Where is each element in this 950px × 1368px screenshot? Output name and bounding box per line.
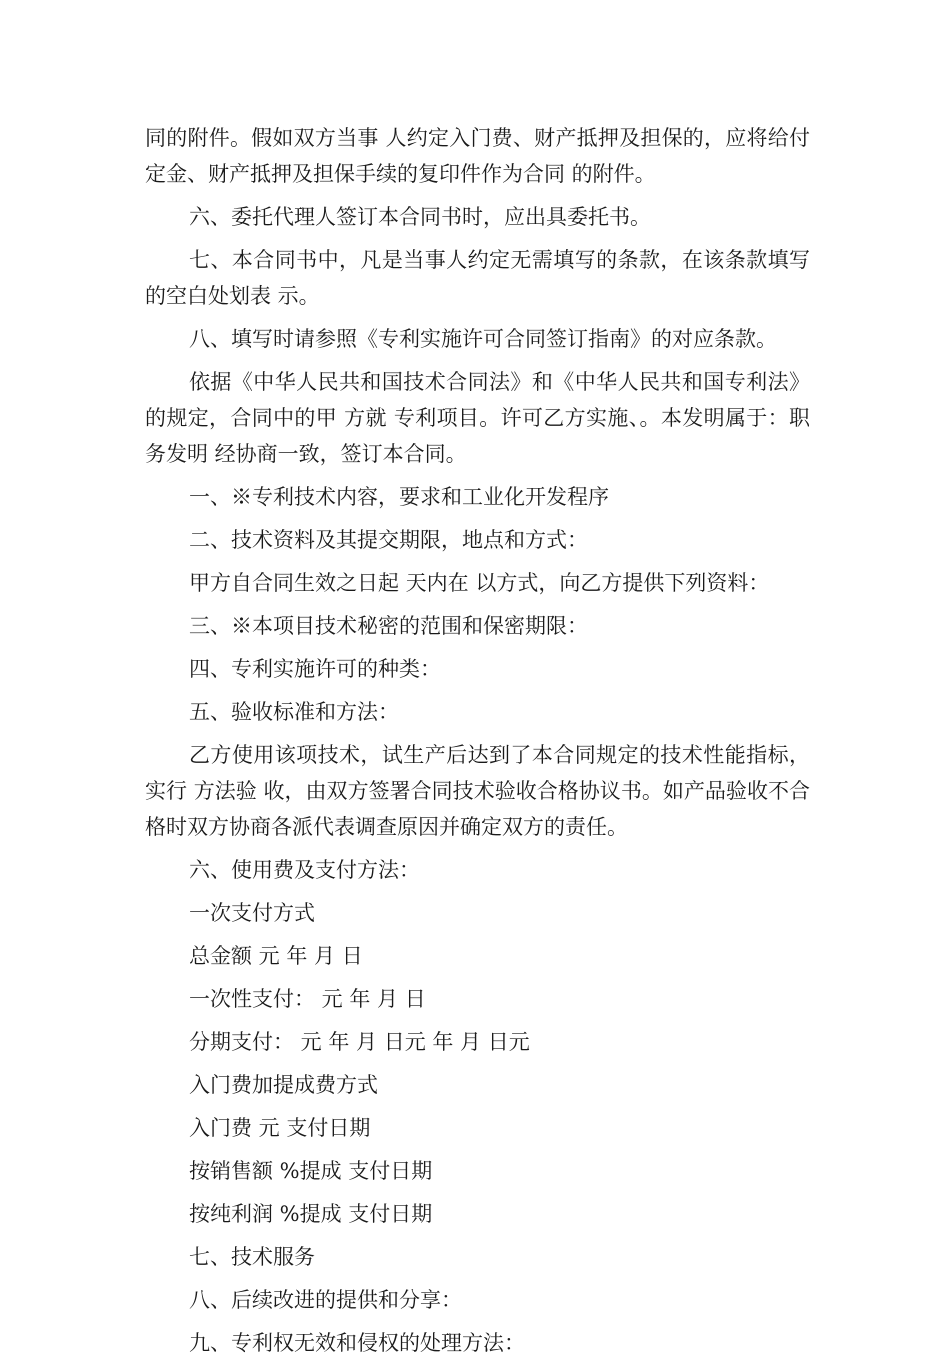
paragraph-1: 同的附件。假如双方当事 人约定入门费、财产抵押及担保的，应将给付定金、财产抵押及担保手续的复印件作为合同 的附件。 xyxy=(145,126,810,186)
paragraph-11: 五、验收标准和方法： xyxy=(189,700,399,724)
paragraph-10: 四、专利实施许可的种类： xyxy=(189,657,441,681)
paragraph-16: 一次性支付： 元 年 月 日 xyxy=(189,987,426,1011)
paragraph-23: 八、后续改进的提供和分享： xyxy=(189,1288,462,1312)
paragraph-7: 二、技术资料及其提交期限，地点和方式： xyxy=(189,528,588,552)
paragraph-9: 三、※本项目技术秘密的范围和保密期限： xyxy=(189,614,588,638)
paragraph-18: 入门费加提成费方式 xyxy=(189,1073,378,1097)
paragraph-3: 七、本合同书中，凡是当事人约定无需填写的条款，在该条款填写的空白处划表 示。 xyxy=(145,248,810,308)
document-body xyxy=(145,120,810,1368)
paragraph-12: 乙方使用该项技术，试生产后达到了本合同规定的技术性能指标，实行 方法验 收，由双方签署合同技术验收合格协议书。如产品验收不合格时双方协商各派代表调查原因并确定双方的责任。 xyxy=(145,743,810,839)
paragraph-22: 七、技术服务 xyxy=(189,1245,315,1269)
paragraph-20: 按销售额 %提成 支付日期 xyxy=(189,1159,433,1183)
paragraph-6: 一、※专利技术内容，要求和工业化开发程序 xyxy=(189,485,609,509)
paragraph-5: 依据《中华人民共和国技术合同法》和《中华人民共和国专利法》的规定，合同中的甲 方就 专利项目。许可乙方实施、。本发明属于：职务发明 经协商一致，签订本合同。 xyxy=(145,370,810,466)
paragraph-14: 一次支付方式 xyxy=(189,901,315,925)
paragraph-2: 六、委托代理人签订本合同书时，应出具委托书。 xyxy=(189,205,651,229)
paragraph-19: 入门费 元 支付日期 xyxy=(189,1116,371,1140)
paragraph-24: 九、专利权无效和侵权的处理方法： xyxy=(189,1331,525,1355)
paragraph-15: 总金额 元 年 月 日 xyxy=(189,944,363,968)
paragraph-4: 八、填写时请参照《专利实施许可合同签订指南》的对应条款。 xyxy=(189,327,777,351)
paragraph-21: 按纯利润 %提成 支付日期 xyxy=(189,1202,433,1226)
paragraph-13: 六、使用费及支付方法： xyxy=(189,858,420,882)
paragraph-8: 甲方自合同生效之日起 天内在 以方式，向乙方提供下列资料： xyxy=(189,571,770,595)
paragraph-17: 分期支付： 元 年 月 日元 年 月 日元 xyxy=(189,1030,530,1054)
